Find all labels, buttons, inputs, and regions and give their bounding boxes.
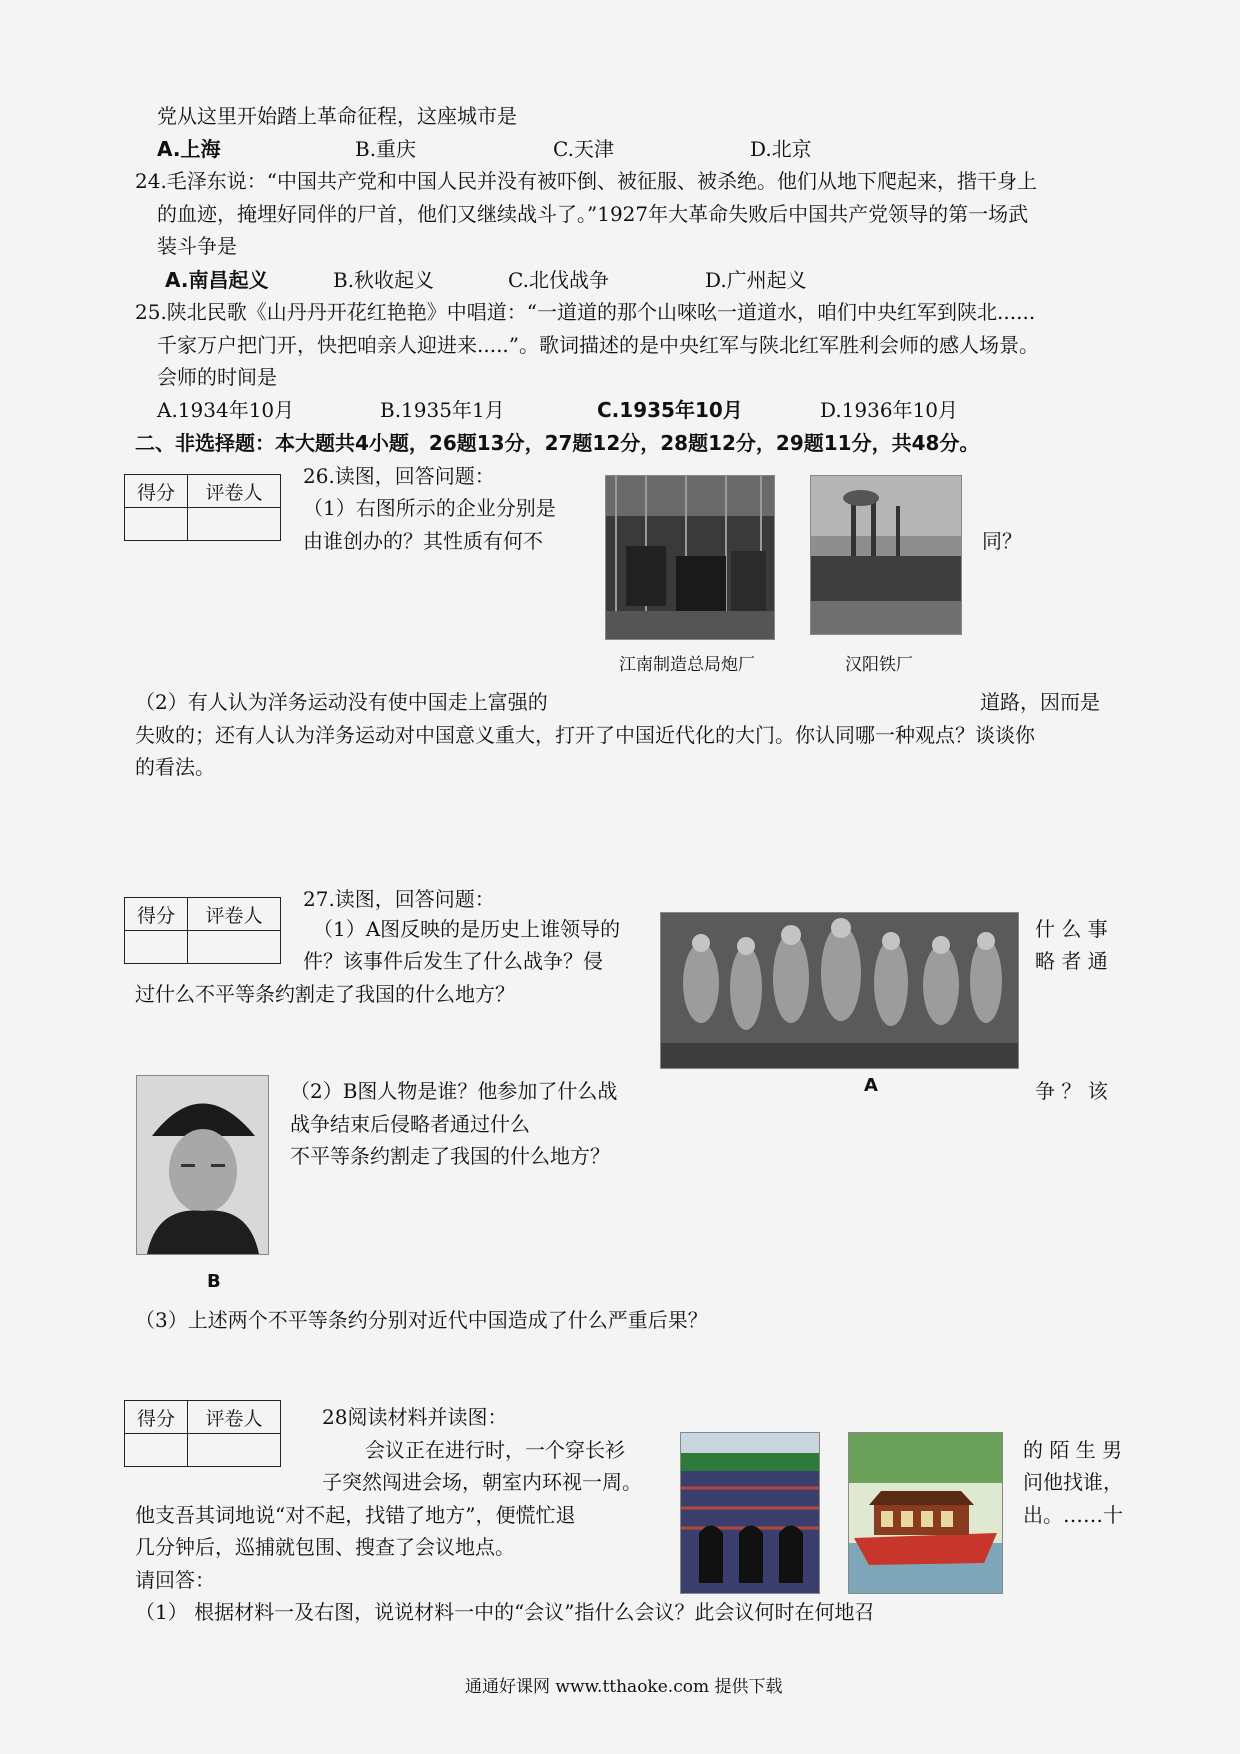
score-cell[interactable]	[125, 931, 188, 964]
portrait-photo-b	[136, 1075, 269, 1255]
section-2-heading: 二、非选择题：本大题共4小题，26题13分，27题12分，28题12分，29题11分，共48分。	[135, 431, 980, 455]
grader-cell[interactable]	[188, 508, 281, 541]
hanyang-ironworks-photo	[810, 475, 962, 635]
q25-option-d: D.1936年10月	[820, 398, 959, 422]
grader-label: 评卷人	[188, 475, 281, 508]
q27-p1-line2: 件？该事件后发生了什么战争？侵	[303, 949, 603, 973]
q28-line2: 子突然闯进会场，朝室内环视一周。	[322, 1470, 642, 1494]
jiangnan-arsenal-photo	[605, 475, 775, 640]
footer-source: 通通好课网 www.tthaoke.com 提供下载	[465, 1677, 783, 1697]
q27-p1-line3: 过什么不平等条约割走了我国的什么地方？	[135, 982, 515, 1006]
q24-option-a: A.南昌起义	[165, 268, 269, 292]
q28-line4: 几分钟后，巡捕就包围、搜查了会议地点。	[135, 1535, 515, 1559]
hanyang-caption: 汉阳铁厂	[845, 655, 913, 675]
q25-option-b: B.1935年1月	[380, 398, 505, 422]
q23-option-d: D.北京	[750, 137, 812, 161]
score-cell[interactable]	[125, 1434, 188, 1467]
grader-label: 评卷人	[188, 1401, 281, 1434]
q28-line2-tail: 问他找谁，	[1023, 1470, 1123, 1494]
q27-p1-line2-tail: 略 者 通	[1035, 949, 1108, 973]
red-boat-photo	[848, 1432, 1003, 1594]
score-label: 得分	[125, 898, 188, 931]
q23-option-b: B.重庆	[355, 137, 417, 161]
q27-title: 27.读图，回答问题：	[303, 887, 495, 911]
q28-ask: 请回答：	[135, 1568, 215, 1592]
score-cell[interactable]	[125, 508, 188, 541]
q25-line2: 千家万户把门开，快把咱亲人迎进来.....”。歌词描述的是中央红军与陕北红军胜利会师的感人场景。	[157, 333, 1040, 357]
q24-line2: 的血迹，掩埋好同伴的尸首，他们又继续战斗了。”1927年大革命失败后中国共产党领导的第一场武	[157, 202, 1029, 226]
q26-p1-line1: （1）右图所示的企业分别是	[303, 496, 556, 520]
q26-p2-line1b: 道路，因而是	[980, 690, 1100, 714]
grader-cell[interactable]	[188, 1434, 281, 1467]
relief-sculpture-photo-a	[660, 912, 1019, 1069]
q24-line1: 24.毛泽东说：“中国共产党和中国人民并没有被吓倒、被征服、被杀绝。他们从地下爬起来，揩干身上	[135, 169, 1038, 193]
q25-option-c: C.1935年10月	[597, 398, 743, 422]
q26-p2-line3: 的看法。	[135, 755, 215, 779]
q28-score-box	[124, 1400, 281, 1467]
q24-option-b: B.秋收起义	[333, 268, 435, 292]
q23-option-a: A.上海	[157, 137, 221, 161]
img-b-label: B	[207, 1271, 221, 1292]
q26-p1-tail: 同？	[982, 529, 1022, 553]
q27-p2-line3: 不平等条约割走了我国的什么地方？	[290, 1144, 610, 1168]
q25-option-a: A.1934年10月	[157, 398, 295, 422]
q27-p1-line1-tail: 什 么 事	[1035, 917, 1108, 941]
q26-score-box	[124, 474, 281, 541]
q24-option-c: C.北伐战争	[508, 268, 609, 292]
q28-line3: 他支吾其词地说“对不起，找错了地方”，便慌忙退	[135, 1503, 576, 1527]
q23-stem: 党从这里开始踏上革命征程，这座城市是	[157, 104, 517, 128]
q23-option-c: C.天津	[553, 137, 614, 161]
q25-line3: 会师的时间是	[157, 365, 277, 389]
score-label: 得分	[125, 1401, 188, 1434]
q28-title: 28阅读材料并读图：	[322, 1405, 508, 1429]
q27-p1-line1: （1）A图反映的是历史上谁领导的	[313, 917, 621, 941]
score-label: 得分	[125, 475, 188, 508]
q24-line3: 装斗争是	[157, 234, 237, 258]
grader-cell[interactable]	[188, 931, 281, 964]
q26-p1-line2: 由谁创办的？其性质有何不	[303, 529, 543, 553]
q27-p3: （3）上述两个不平等条约分别对近代中国造成了什么严重后果？	[135, 1308, 708, 1332]
q27-p2-line1-tail: 争 ？ 该	[1035, 1079, 1108, 1103]
q26-p2-line2: 失败的；还有人认为洋务运动对中国意义重大，打开了中国近代化的大门。你认同哪一种观点？谈谈你	[135, 723, 1035, 747]
q28-line1-tail: 的 陌 生 男	[1023, 1438, 1123, 1462]
q25-line1: 25.陕北民歌《山丹丹开花红艳艳》中唱道：“一道道的那个山唻吆一道道水，咱们中央红军到陕北......	[135, 300, 1036, 324]
q27-score-box	[124, 897, 281, 964]
jiangnan-caption: 江南制造总局炮厂	[619, 655, 755, 675]
q26-p2-line1a: （2）有人认为洋务运动没有使中国走上富强的	[135, 690, 548, 714]
meeting-site-building-photo	[680, 1432, 820, 1594]
q28-line1: 会议正在进行时，一个穿长衫	[365, 1438, 625, 1462]
q27-p2-line1: （2）B图人物是谁？他参加了什么战	[290, 1079, 618, 1103]
q28-p1: （1） 根据材料一及右图，说说材料一中的“会议”指什么会议？此会议何时在何地召	[135, 1600, 875, 1624]
img-a-label: A	[864, 1075, 878, 1096]
q27-p2-line2: 战争结束后侵略者通过什么	[290, 1112, 530, 1136]
q28-line3-tail: 出。……十	[1023, 1503, 1123, 1527]
q24-option-d: D.广州起义	[705, 268, 807, 292]
grader-label: 评卷人	[188, 898, 281, 931]
q26-title: 26.读图，回答问题：	[303, 464, 495, 488]
